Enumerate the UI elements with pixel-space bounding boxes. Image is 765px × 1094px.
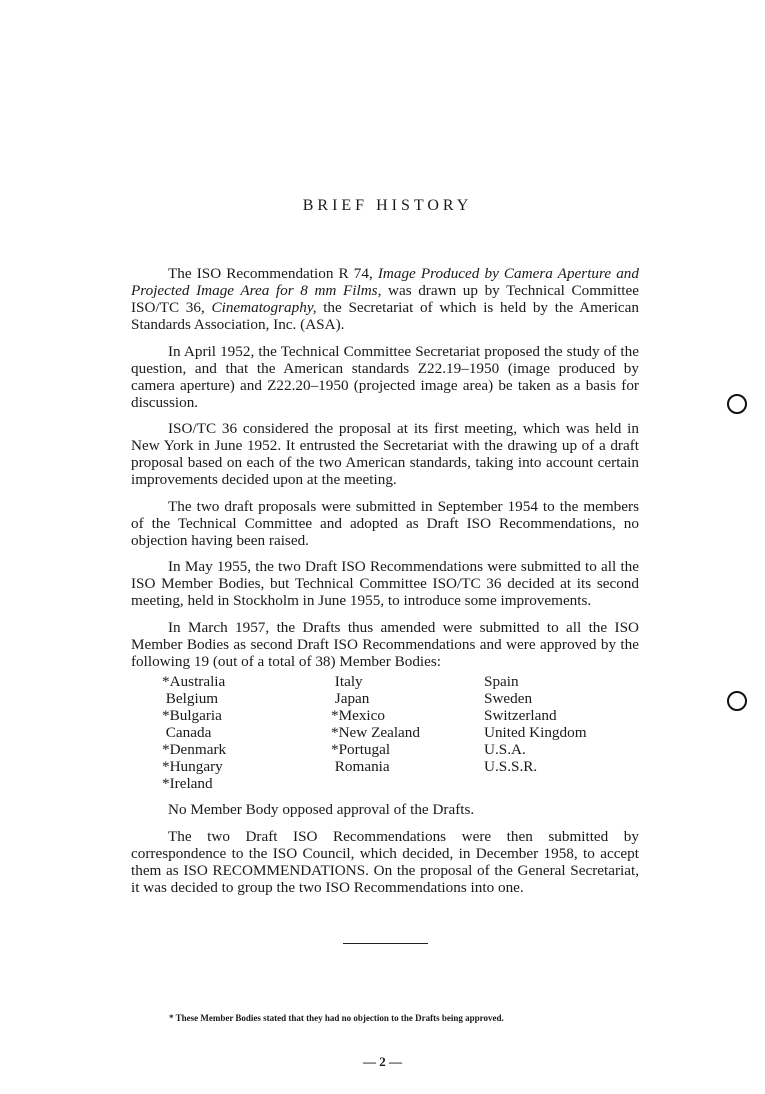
- paragraph-7: No Member Body opposed approval of the Drafts.: [168, 800, 475, 818]
- page-number: — 2 —: [363, 1054, 402, 1069]
- binder-hole-icon: [727, 394, 747, 414]
- paragraph-5: In May 1955, the two Draft ISO Recommendations were submitted to all the ISO Member Bodies, but Technical Committee ISO/TC 36 decided at its second meeting, held in Stockholm in June 1955, to introduce some improvements.: [131, 558, 639, 610]
- country-column: [331, 673, 484, 792]
- text: the Secretariat of which is held by the American Standards Association, Inc. (ASA).: [131, 299, 639, 333]
- member-bodies-list: [162, 673, 639, 792]
- country-item: *Mexico: [331, 706, 385, 724]
- country-item: Sweden: [484, 689, 533, 707]
- country-item: U.S.A.: [484, 740, 526, 758]
- country-item: *Australia: [162, 672, 226, 690]
- page-title: BRIEF HISTORY: [302, 197, 473, 214]
- text: The ISO Recommendation R 74,: [168, 265, 378, 282]
- country-item: Italy: [331, 672, 363, 690]
- country-item: *New Zealand: [331, 723, 420, 741]
- country-item: Japan: [331, 689, 370, 707]
- document-body: [131, 265, 639, 905]
- country-item: Romania: [331, 757, 390, 775]
- country-item: Canada: [162, 723, 212, 741]
- country-item: *Bulgaria: [162, 706, 222, 724]
- paragraph-2: In April 1952, the Technical Committee Secretariat proposed the study of the question, and that the American standards Z22.19–1950 (image produced by camera aperture) and Z22.20–1950 (projected image area) be taken as a basis for discussion.: [131, 342, 639, 411]
- country-item: United Kingdom: [484, 723, 587, 741]
- country-item: *Hungary: [162, 757, 223, 775]
- paragraph-8: The two Draft ISO Recommendations were then submitted by correspondence to the ISO Council, which decided, in December 1958, to accept them as ISO RECOMMENDATIONS. On the proposal of the General Secretariat, it was decided to group the two ISO Recommendations into one.: [131, 827, 639, 896]
- country-item: U.S.S.R.: [484, 757, 538, 775]
- country-item: *Denmark: [162, 740, 227, 758]
- binder-hole-icon: [727, 691, 747, 711]
- paragraph-4: The two draft proposals were submitted in September 1954 to the members of the Technical Committee and adopted as Draft ISO Recommendations, no objection having been raised.: [131, 497, 639, 549]
- country-item: *Ireland: [162, 774, 213, 792]
- divider: [343, 943, 428, 944]
- paragraph-1: [131, 265, 639, 333]
- country-item: *Portugal: [331, 740, 391, 758]
- country-column: [484, 673, 644, 792]
- recommendation-title: Image Produced by Camera Aperture and Projected Image Area for 8 mm Films,: [131, 265, 639, 299]
- footnote: * These Member Bodies stated that they had no objection to the Drafts being approved.: [169, 1013, 504, 1023]
- country-item: Switzerland: [484, 706, 557, 724]
- paragraph-3: ISO/TC 36 considered the proposal at its first meeting, which was held in New York in June 1952. It entrusted the Secretariat with the drawing up of a draft proposal based on each of the two American standards, taking into account certain improvements decided upon at the meeting.: [131, 420, 639, 489]
- committee-name: Cinematography,: [211, 299, 317, 316]
- country-column: [162, 673, 331, 792]
- country-item: Spain: [484, 672, 519, 690]
- text: was drawn up by Technical Committee ISO/TC 36,: [131, 282, 639, 316]
- paragraph-6: In March 1957, the Drafts thus amended were submitted to all the ISO Member Bodies as second Draft ISO Recommendations and were approved by the following 19 (out of a total of 38) Member Bodies:: [131, 618, 639, 670]
- country-item: Belgium: [162, 689, 219, 707]
